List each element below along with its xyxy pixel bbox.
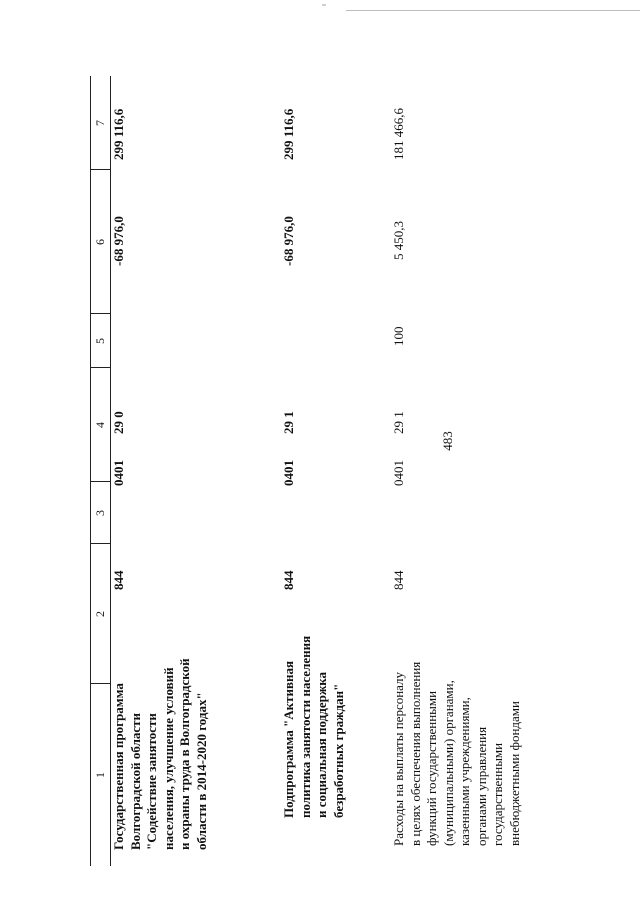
row-name-line: функций государственными: [424, 690, 439, 846]
row-name-line: казенными учреждениями,: [457, 697, 472, 846]
row-col5: 100: [391, 326, 406, 346]
row-col7: 299 116,6: [281, 108, 296, 160]
row-col2: 844: [111, 570, 126, 590]
row-name-line: области в 2014-2020 годах": [193, 692, 209, 850]
column-header-1: 1: [93, 772, 107, 778]
row-col7: 299 116,6: [111, 108, 126, 160]
row-col3: 0401: [391, 460, 406, 486]
row-name-line: "Содействие занятости: [144, 713, 159, 850]
budget-table: [90, 76, 570, 866]
row-name-line: Волгоградской области: [127, 712, 143, 850]
row-name: [111, 630, 210, 850]
row-name-line: Подпрограмма "Активная: [281, 660, 296, 818]
page-number: 483: [440, 431, 455, 451]
header-top-rule: [90, 76, 91, 866]
row-name-line: и охраны труда в Волгоградской: [177, 658, 192, 850]
row-name-line: Государственная программа: [111, 683, 126, 850]
row-name: [391, 616, 523, 846]
row-col7: 181 466,6: [391, 108, 406, 160]
scan-edge-line: [346, 10, 640, 11]
row-name-line: (муниципальными) органами,: [440, 680, 456, 846]
row-col6: -68 976,0: [111, 216, 126, 266]
column-header-3: 3: [93, 510, 107, 516]
row-name-line: внебюджетными фондами: [506, 701, 522, 846]
row-col3: 0401: [111, 460, 126, 486]
row-col4: 29 1: [281, 411, 296, 434]
row-col6: -68 976,0: [281, 216, 296, 266]
row-col2: 844: [281, 570, 296, 590]
row-col2: 844: [391, 570, 406, 590]
column-header-2: 2: [93, 611, 107, 617]
column-header-5: 5: [93, 338, 107, 344]
row-name-line: Расходы на выплаты персоналу: [391, 671, 406, 846]
column-header-4: 4: [93, 422, 107, 428]
row-name-line: в целях обеспечения выполнения: [407, 661, 423, 846]
column-header-7: 7: [93, 120, 107, 126]
row-name-line: политика занятости населения: [297, 635, 313, 818]
column-header-6: 6: [93, 239, 107, 245]
row-name-line: безработных граждан": [330, 683, 346, 818]
row-col4: 29 0: [111, 411, 126, 434]
row-name: [281, 598, 347, 818]
row-name-line: органами управления: [473, 726, 489, 846]
scan-edge-mark: [322, 4, 326, 6]
row-name-line: государственными: [490, 742, 505, 846]
row-name-line: населения, улучшение условий: [160, 667, 176, 850]
row-col4: 29 1: [391, 411, 406, 434]
row-col3: 0401: [281, 460, 296, 486]
row-name-line: и социальная поддержка: [314, 671, 329, 818]
row-col6: 5 450,3: [391, 221, 406, 260]
